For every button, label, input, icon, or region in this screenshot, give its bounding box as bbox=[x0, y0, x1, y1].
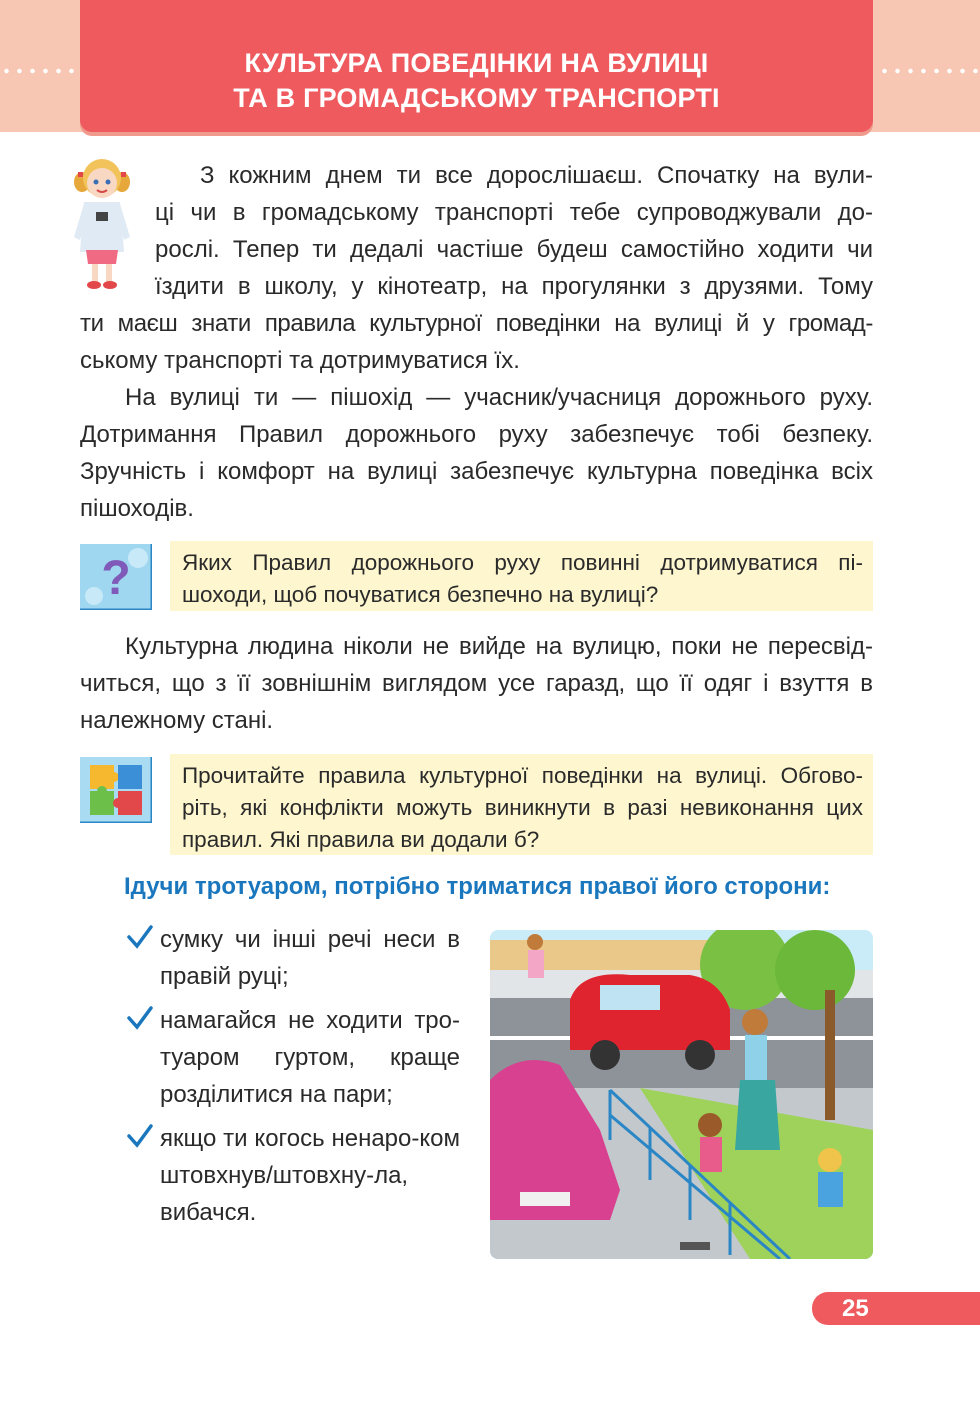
intro-line-6: ському транспорті та дотримуватися їх. bbox=[80, 347, 520, 374]
pedestrian-paragraph: На вулиці ти — пішохід — учасник/учасниця дорожнього руху. Дотримання Правил дорожнього руху забезпечує тобі безпеку. Зручність і комфорт на вулиці забезпечує культурна поведінка всіх пішоходів. bbox=[80, 384, 873, 522]
page-number: 25 bbox=[842, 1295, 869, 1322]
header-dots-left bbox=[0, 68, 78, 74]
intro-line-3: рослі. Тепер ти дедалі частіше будеш самостійно ходити чи bbox=[155, 236, 873, 263]
question-text: Яких Правил дорожнього руху повинні дотримуватися пі-шоходи, щоб почуватися безпечно на вулиці? bbox=[182, 550, 863, 607]
page-number-tab bbox=[812, 1292, 980, 1325]
title-line-1: КУЛЬТУРА ПОВЕДІНКИ НА ВУЛИЦІ bbox=[244, 48, 709, 78]
rule-text-2: намагайся не ходити тро-туаром гуртом, краще розділитися на пари; bbox=[160, 1007, 460, 1108]
intro-line-1: З кожним днем ти все дорослішаєш. Спочатку на вули- bbox=[200, 162, 873, 189]
title-banner bbox=[80, 0, 873, 132]
question-icon bbox=[80, 544, 152, 610]
header-dots-right bbox=[878, 68, 980, 74]
intro-line-4: їздити в школу, у кінотеатр, на прогулянки з друзями. Тому bbox=[155, 273, 873, 300]
task-text: Прочитайте правила культурної поведінки на вулиці. Обгово-ріть, які конфлікти можуть виникнути в разі невиконання цих правил. Які правила ви додали б? bbox=[182, 763, 863, 852]
checkmark-icon bbox=[127, 1123, 153, 1149]
rule-text-1: сумку чи інші речі неси в правій руці; bbox=[160, 926, 460, 990]
intro-paragraph-cont bbox=[80, 305, 873, 379]
appearance-paragraph: Культурна людина ніколи не вийде на вулицю, поки не пересвід-читься, що з її зовнішнім виглядом усе гаразд, що її одяг і взуття в належному стані. bbox=[80, 633, 873, 734]
checkmark-icon bbox=[127, 1005, 153, 1031]
list-item bbox=[127, 921, 460, 995]
puzzle-icon bbox=[80, 757, 152, 823]
intro-paragraph bbox=[155, 157, 873, 305]
rules-list bbox=[127, 921, 460, 1238]
checkmark-icon bbox=[127, 924, 153, 950]
street-scene-illustration bbox=[490, 930, 873, 1259]
title-line-2: ТА В ГРОМАДСЬКОМУ ТРАНСПОРТІ bbox=[233, 83, 720, 113]
question-box bbox=[170, 541, 873, 611]
svg-text:?: ? bbox=[101, 552, 131, 605]
intro-line-5: ти маєш знати правила культурної поведінки на вулиці й у громад- bbox=[80, 310, 873, 337]
girl-illustration bbox=[62, 152, 142, 292]
list-item bbox=[127, 1002, 460, 1113]
rules-heading: Ідучи тротуаром, потрібно триматися правої його сторони: bbox=[124, 873, 831, 900]
list-item bbox=[127, 1120, 460, 1231]
intro-line-2: ці чи в громадському транспорті тебе супроводжували до- bbox=[155, 199, 873, 226]
page-title bbox=[80, 46, 873, 116]
rule-text-3: якщо ти когось ненаро-ком штовхнув/штовхну-ла, вибачся. bbox=[160, 1125, 460, 1226]
task-box bbox=[170, 754, 873, 855]
